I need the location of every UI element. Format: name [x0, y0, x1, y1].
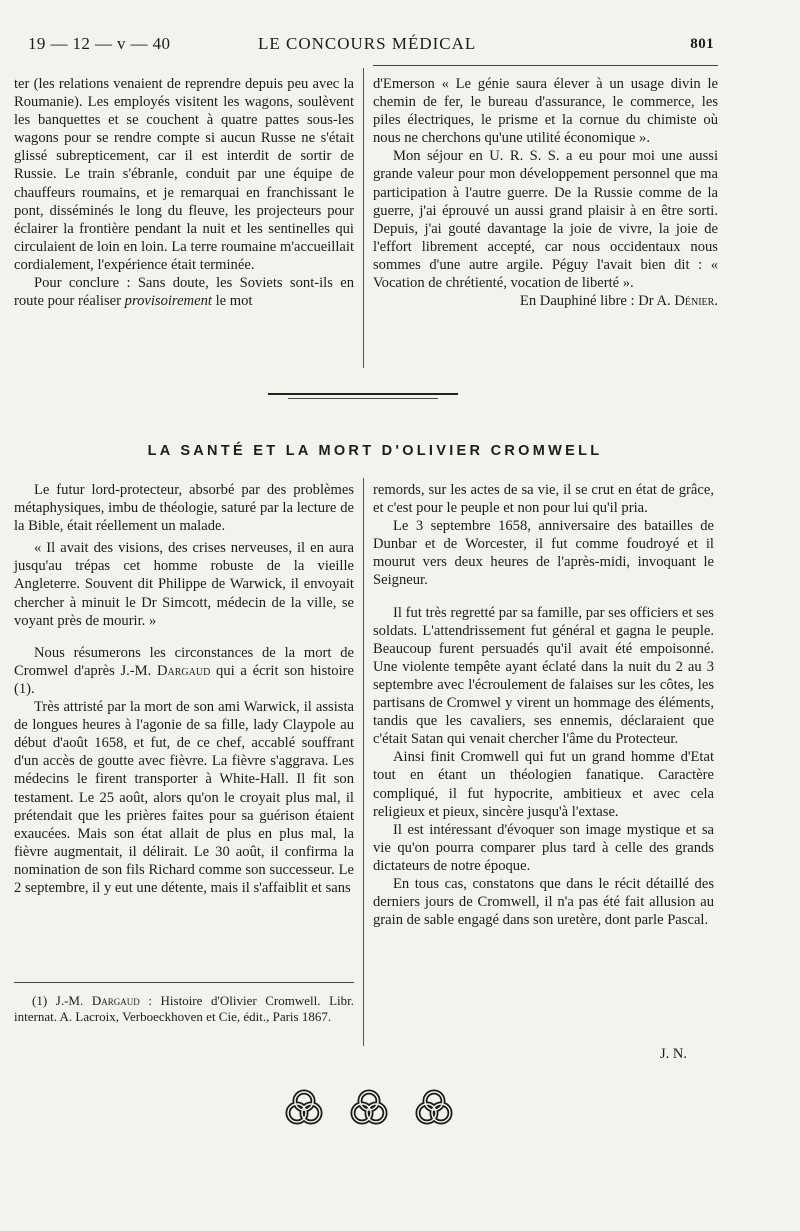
header-rule [373, 65, 718, 66]
paragraph: Mon séjour en U. R. S. S. a eu pour moi une aussi grande valeur pour mon développement personnel que ma participation à l'autre guerre. De la Russie comme de la guerre, j'ai éprouvé un aussi grand plaisir à en être sorti. Depuis, j'ai gouté davantage la joie de vivre, la joie de l'effort librement accepté, car nous occidentaux nous sommes d'une autre argile. Péguy l'avait bien dit : « Vocation de chrétienté, vocation de liberté ». [373, 148, 718, 292]
paragraph: Nous résumerons les circonstances de la mort de Cromwel d'après J.-M. Dargaud qui a écrit son histoire (1). [14, 644, 354, 697]
paragraph: Le futur lord-protecteur, absorbé par des problèmes métaphysiques, imbu de théologie, saturé par la lecture de la Bible, était réellement un malade. [14, 482, 354, 535]
emphasized-word: provisoirement [124, 293, 212, 310]
conclusion-paragraph [14, 274, 354, 310]
triple-ring-knot-icon [349, 1088, 389, 1128]
author-name: Dargaud [157, 662, 211, 679]
signature-name: Dénier. [674, 293, 718, 310]
header-date: 19 — 12 — v — 40 [28, 34, 171, 53]
article-right-column [373, 481, 714, 929]
paragraph: En tous cas, constatons que dans le récit détaillé des derniers jours de Cromwell, il n'a pas été fait allusion au grain de sable engagé dans son uretère, dont parle Pascal. [373, 875, 714, 929]
continued-article-right-column [373, 75, 718, 310]
paragraph: Il est intéressant d'évoquer son image mystique et sa vie qu'on pourra comparer plus tard à celle des grands dictateurs de notre époque. [373, 821, 714, 874]
section-divider [268, 393, 458, 401]
article-initials: J. N. [660, 1046, 687, 1062]
paragraph: Ainsi finit Cromwell qui fut un grand homme d'Etat tout en étant un théologien fanatique. Caractère compliqué, il fut hypocrite, ambitieux et avec cela religieux et pieux, sincère jusqu'à l'extase. [373, 749, 714, 820]
end-ornaments [284, 1088, 454, 1128]
conclusion-text-end: le mot [215, 293, 253, 310]
footnote-rule [14, 982, 354, 983]
signature-prefix: En Dauphiné libre : Dr A. [519, 293, 671, 310]
article-left-column [14, 481, 354, 897]
paragraph: Très attristé par la mort de son ami Warwick, il assista de longues heures à l'agonie de sa fille, lady Claypole au début d'août 1658, et fut, de ce chef, accablé souffrant d'un accès de goutte avec fièvre. La fièvre s'aggrava. Les médecins le firent transporter à White-Hall. Il fit son testament. Le 25 août, alors qu'on le croyait plus mal, il prétendait que les prières faites pour sa guérison étaient exaucées. Mais son état allait de plus en plus mal, la fièvre augmentait, il délirait. Le 30 août, il confirma la nomination de son fils Richard comme son successeur. Le 2 septembre, il y eut une détente, mais il s'affaiblit et sans [14, 699, 354, 896]
paragraph: ter (les relations venaient de reprendre depuis peu avec la Roumanie). Les employés visitent les wagons, soulèvent les banquettes et se couchent à quatre pattes sous-les wagons pour se rendre compte si aucun Russe ne s'était glissé subrepticement, car il est interdit de sortir de Russie. Le train s'ébranle, conduit par une équipe de chauffeurs roumains, et je remarquai en franchissant le pont, disséminés le long du fleuve, les projecteurs pour éclairer la frontière pendant la nuit et les sentinelles qui circulaient de loin en loin. La terre roumaine m'accueillait cordialement, l'expérience était terminée. [14, 76, 354, 273]
triple-ring-knot-icon [414, 1088, 454, 1128]
article-title: LA SANTÉ ET LA MORT D'OLIVIER CROMWELL [147, 443, 603, 459]
conclusion-text: Pour conclure : Sans doute, les Soviets sont-ils en route pour réaliser [14, 275, 354, 310]
running-header [28, 30, 714, 58]
paragraph: remords, sur les actes de sa vie, il se crut en état de grâce, et c'est pour le peuple et non pour lui qu'il pria. [373, 482, 714, 517]
page-number: 801 [690, 36, 714, 52]
paragraph: Il fut très regretté par sa famille, par ses officiers et ses soldats. L'attendrissement fut général et gagna le peuple. Beaucoup furent persuadés qu'il avait été empoisonné. Une violente tempête ayant éclaté dans la nuit du 2 au 3 septembre avec l'écroulement de falaises sur les côtes, les partisans de Cromwel y virent un hommage des éléments, tandis que les cavaliers, ses ennemis, déclaraient que c'était Satan qui venait chercher l'âme du Protecteur. [373, 604, 714, 748]
footnote-author: Dargaud [91, 993, 140, 1008]
triple-ring-knot-icon [284, 1088, 324, 1128]
column-divider-top [363, 68, 364, 368]
footnote: (1) J.-M. Dargaud : Histoire d'Olivier Cromwell. Libr. internat. A. Lacroix, Verboeckhoven et Cie, édit., Paris 1867. [14, 993, 355, 1024]
paragraph: d'Emerson « Le génie saura élever à un usage divin le chemin de fer, le bureau d'assurance, le commerce, les piles électriques, le prisme et la cornue du chimiste où nous ne cherchons qu'une utilité économique ». [373, 76, 718, 147]
continued-article-left-column [14, 75, 354, 310]
quote-paragraph: « Il avait des visions, des crises nerveuses, il en aura jusqu'au trépas cet homme robuste de la vieille Angleterre. Souvent dit Philippe de Warwick, il envoyait chercher à minuit le Dr Simcott, médecin de la ville, se voyant près de mourir. » [14, 540, 354, 629]
paragraph: Le 3 septembre 1658, anniversaire des batailles de Dunbar et de Worcester, il fut comme foudroyé et il mourut vers deux heures de l'après-midi, invoquant le Seigneur. [373, 518, 714, 589]
article-signature [373, 292, 718, 310]
header-journal-title: LE CONCOURS MÉDICAL [258, 34, 477, 53]
column-divider-bottom [363, 478, 364, 1046]
